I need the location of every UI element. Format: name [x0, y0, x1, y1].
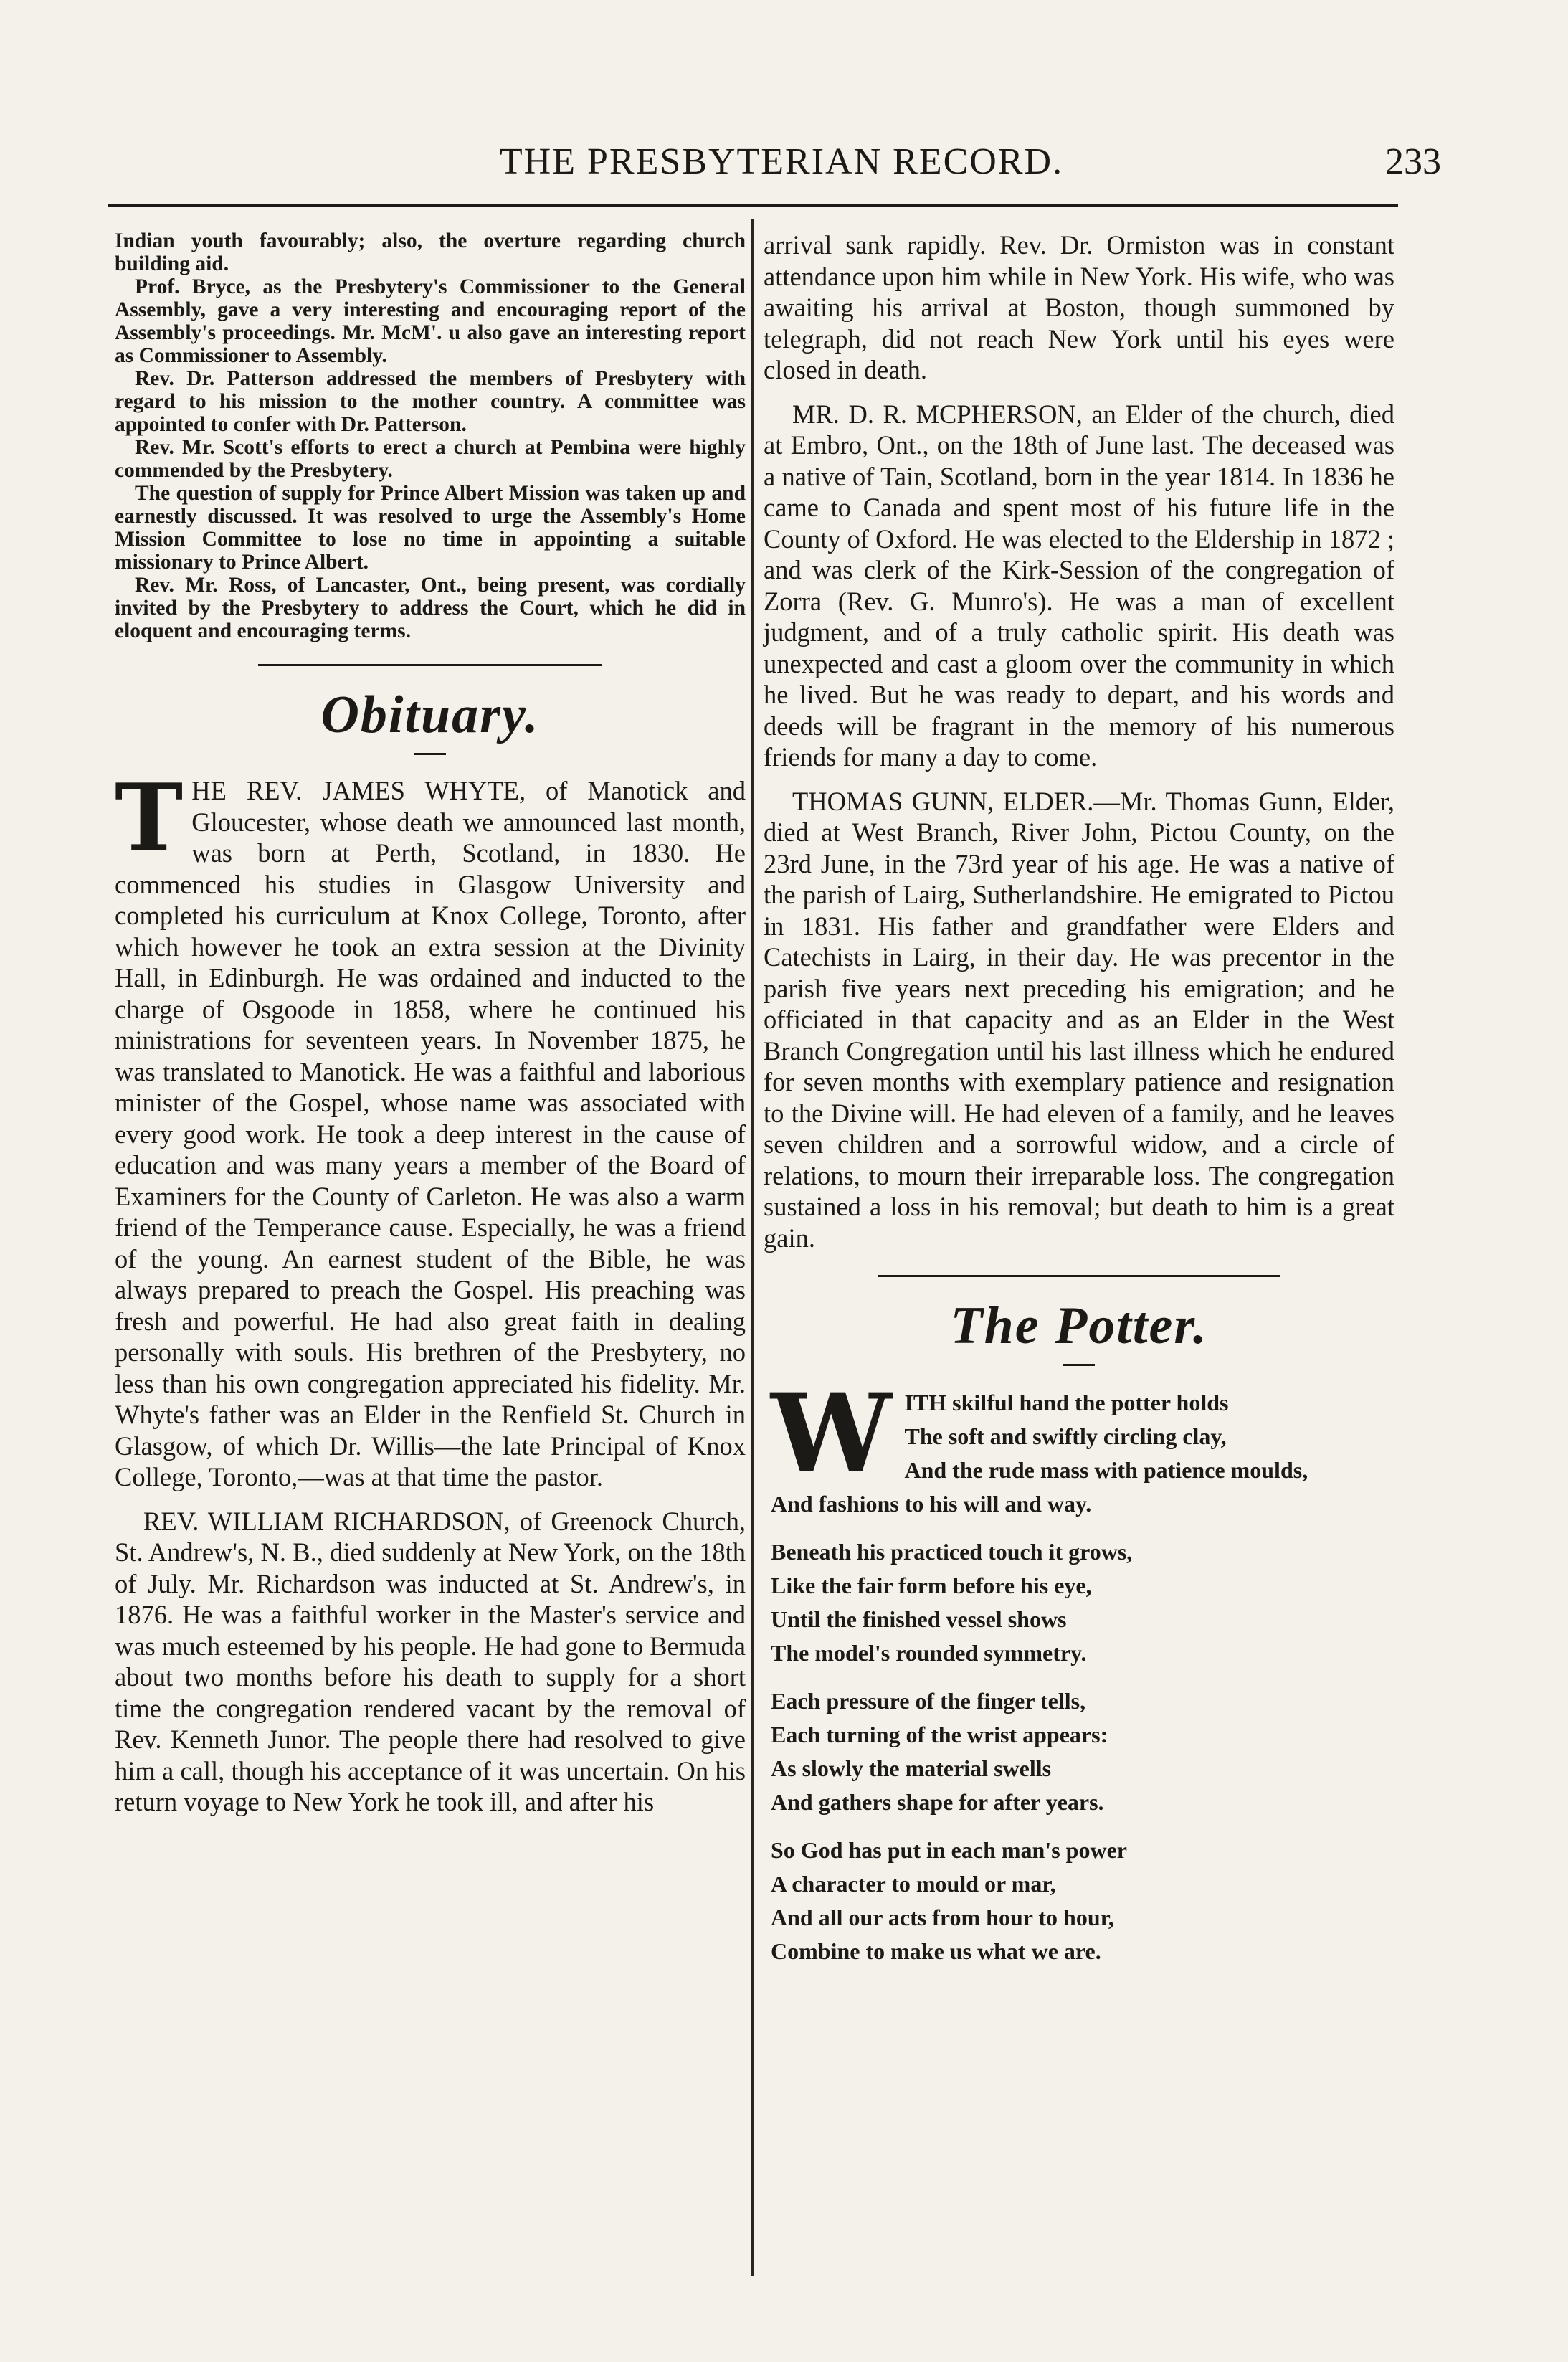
- poem-line: So God has put in each man's power: [771, 1837, 1127, 1863]
- obituary-text: of Greenock Church, St. Andrew's, N. B., died suddenly at New York, on the 18th of July. Mr. Richardson was inducted at St. Andrew's, in 1876. He was a faithful worker in the Master's service and was much esteemed by his people. He had gone to Bermuda about two months before his death to supply for a short time the congregation rendered vacant by the removal of Rev. Kenneth Junor. The people there had resolved to give him a call, though his acceptance of it was uncertain. On his return voyage to New York he took ill, and after his: [115, 1506, 746, 1816]
- poem-line: A character to mould or mar,: [771, 1871, 1056, 1897]
- obituary-heading: Obituary.: [320, 686, 540, 744]
- poem-stanza: [771, 1684, 1394, 1819]
- poem-stanza: [771, 1834, 1394, 1968]
- poem-line: The model's rounded symmetry.: [771, 1640, 1087, 1666]
- presbytery-report: [115, 229, 746, 642]
- obituary-body-continued: [764, 229, 1394, 1253]
- section-divider: [258, 664, 602, 666]
- poem-stanza: [771, 1535, 1394, 1670]
- header-rule: [108, 204, 1398, 207]
- poem-line: And gathers shape for after years.: [771, 1789, 1104, 1815]
- poem-line: ITH skilful hand the potter holds: [904, 1390, 1229, 1415]
- poem-line: And all our acts from hour to hour,: [771, 1905, 1114, 1930]
- poem-line: Each turning of the wrist appears:: [771, 1722, 1108, 1747]
- continuation-paragraph: arrival sank rapidly. Rev. Dr. Ormiston was in constant attendance upon him while in New York. His wife, who was awaiting his arrival at Boston, though summoned by telegraph, did not reach New York until his eyes were closed in death.: [764, 230, 1394, 384]
- right-column: [764, 229, 1394, 2290]
- heading-dash: [414, 753, 446, 755]
- poem-line: The soft and swiftly circling clay,: [904, 1423, 1227, 1449]
- report-paragraph: Indian youth favourably; also, the overture regarding church building aid.: [115, 229, 746, 275]
- obituary-mcpherson: [764, 399, 1394, 773]
- report-paragraph: Rev. Mr. Ross, of Lancaster, Ont., being present, was cordially invited by the Presbytery to address the Court, which he did in eloquent and encouraging terms.: [115, 574, 746, 642]
- page-header: [108, 141, 1455, 191]
- obituary-text: of Manotick and Gloucester, whose death we announced last month, was born at Perth, Scotland, in 1830. He commenced his studies in Glasgow University and completed his curriculum at Knox College, Toronto, after which however he took an extra session at the Divinity Hall, in Edinburgh. He was ordained and inducted to the charge of Osgoode in 1858, where he continued his ministrations for seventeen years. In November 1875, he was translated to Manotick. He was a faithful and laborious minister of the Gospel, whose name was associated with every good work. He took a deep interest in the cause of education and was many years a member of the Board of Examiners for the County of Carleton. He was also a warm friend of the Temperance cause. Especially, he was a friend of the young. An earnest student of the Bible, he was always prepared to preach the Gospel. His preaching was fresh and powerful. He had also great faith in dealing personally with souls. His brethren of the Presbytery, no less than his own congregation appreciated his fidelity. Mr. Whyte's father was an Elder in the Renfield St. Church in Glasgow, of which Dr. Willis—the late Principal of Knox College, Toronto,—was at that time the pastor.: [115, 776, 746, 1491]
- poem-line: Like the fair form before his eye,: [771, 1573, 1092, 1598]
- report-paragraph: Rev. Mr. Scott's efforts to erect a church at Pembina were highly commended by the Presbytery.: [115, 436, 746, 482]
- obituary-lead: REV. WILLIAM RICHARDSON,: [143, 1506, 510, 1536]
- poem-line: Each pressure of the finger tells,: [771, 1688, 1086, 1714]
- poem-line: Combine to make us what we are.: [771, 1938, 1101, 1964]
- section-divider: [878, 1275, 1280, 1277]
- obituary-richardson: [115, 1506, 746, 1818]
- obituary-text: an Elder of the church, died at Embro, Ont., on the 18th of June last. The deceased was a native of Tain, Scotland, born in the year 1814. In 1836 he came to Canada and spent most of his future life in the County of Oxford. He was elected to the Eldership in 1872 ; and was clerk of the Kirk-Session of the congregation of Zorra (Rev. G. Munro's). He was a man of excellent judgment, and of a truly catholic spirit. His death was unexpected and cast a gloom over the community in which he lived. But he was ready to depart, and his words and deeds will be fragrant in the memory of his numerous friends for many a day to come.: [764, 399, 1394, 772]
- running-title: THE PRESBYTERIAN RECORD.: [499, 141, 1064, 182]
- column-divider: [751, 219, 754, 2276]
- poem-line: As slowly the material swells: [771, 1755, 1052, 1781]
- obituary-lead: HE REV. JAMES WHYTE,: [191, 776, 526, 805]
- obituary-lead: THOMAS GUNN, ELDER.: [792, 786, 1094, 816]
- drop-cap: T: [115, 764, 184, 872]
- obituary-gunn: [764, 786, 1394, 1254]
- poem-title: The Potter.: [950, 1296, 1208, 1355]
- poem-line: And fashions to his will and way.: [771, 1491, 1092, 1517]
- drop-cap: W: [771, 1370, 892, 1497]
- report-paragraph: The question of supply for Prince Albert Mission was taken up and earnestly discussed. It was resolved to urge the Assembly's Home Mission Committee to lose no time in appointing a suitable missionary to Prince Albert.: [115, 482, 746, 574]
- page-number: 233: [1385, 141, 1441, 182]
- poem: [764, 1370, 1394, 1968]
- report-paragraph: Prof. Bryce, as the Presbytery's Commissioner to the General Assembly, gave a very interesting and encouraging report of the Assembly's proceedings. Mr. McM'. u also gave an interesting report as Commissioner to Assembly.: [115, 275, 746, 367]
- obituary-text: —Mr. Thomas Gunn, Elder, died at West Branch, River John, Pictou County, on the 23rd June, in the 73rd year of his age. He was a native of the parish of Lairg, Sutherlandshire. He emigrated to Pictou in 1831. His father and grandfather were Elders and Catechists in Lairg, in their day. He was precentor in the parish five years next preceding his emigration; and he officiated in that capacity and as an Elder in the West Branch Congregation until his last illness which he endured for seven months with exemplary patience and resignation to the Divine will. He had eleven of a family, and he leaves seven children and a sorrowful widow, and a circle of relations, to mourn their irreparable loss. The congregation sustained a loss in his removal; but death to him is a great gain.: [764, 786, 1394, 1253]
- obituary-whyte: [115, 764, 746, 1493]
- poem-line: Beneath his practiced touch it grows,: [771, 1539, 1133, 1565]
- poem-line: Until the finished vessel shows: [771, 1606, 1067, 1632]
- report-paragraph: Rev. Dr. Patterson addressed the members of Presbytery with regard to his mission to the mother country. A committee was appointed to confer with Dr. Patterson.: [115, 367, 746, 436]
- obituary-lead: MR. D. R. MCPHERSON,: [792, 399, 1083, 429]
- poem-line: And the rude mass with patience moulds,: [904, 1457, 1308, 1483]
- obituary-body: [115, 764, 746, 1818]
- left-column: [115, 229, 746, 2290]
- heading-dash: [1063, 1364, 1095, 1366]
